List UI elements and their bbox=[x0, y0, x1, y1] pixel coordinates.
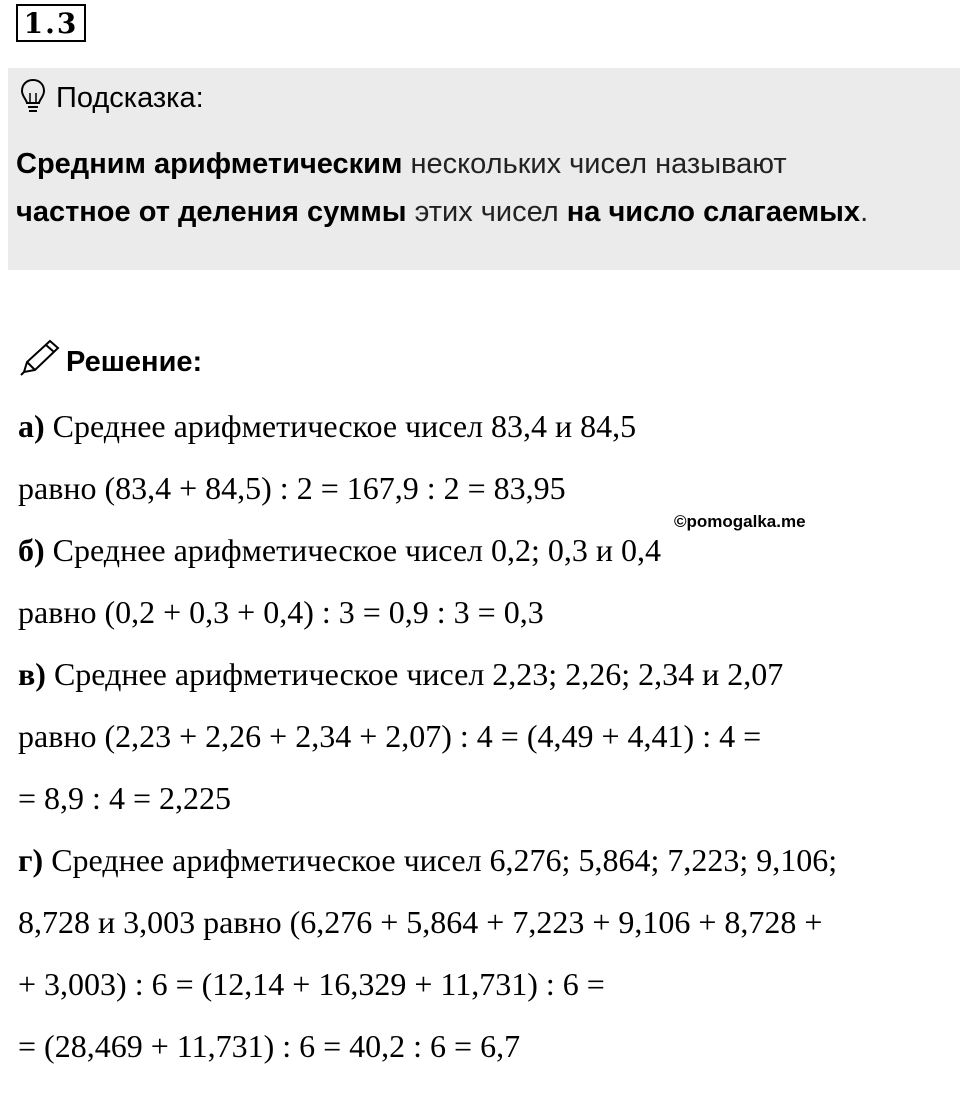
watermark: ©pomogalka.me bbox=[674, 512, 806, 531]
line-text: + 3,003) : 6 = (12,14 + 16,329 + 11,731) : 6 = bbox=[18, 966, 605, 1002]
solution-line bbox=[18, 1028, 520, 1065]
solution-title: Решение: bbox=[66, 345, 203, 378]
solution-line bbox=[18, 470, 566, 507]
hint-box bbox=[8, 68, 960, 270]
line-text: равно (2,23 + 2,26 + 2,34 + 2,07) : 4 = (4,49 + 4,41) : 4 = bbox=[18, 718, 762, 754]
line-text: Среднее арифметическое чисел 83,4 и 84,5 bbox=[44, 408, 637, 444]
line-text: Среднее арифметическое чисел 0,2; 0,3 и 0,4 bbox=[44, 532, 662, 568]
solution-line bbox=[18, 842, 837, 879]
line-text: = (28,469 + 11,731) : 6 = 40,2 : 6 = 6,7 bbox=[18, 1028, 521, 1064]
solution-line bbox=[18, 408, 636, 445]
hint-definition: частное от деления суммы bbox=[16, 196, 407, 228]
item-label: а) bbox=[18, 408, 45, 444]
line-text: Среднее арифметическое чисел 2,23; 2,26; 2,34 и 2,07 bbox=[45, 656, 784, 692]
pencil-icon bbox=[18, 338, 66, 386]
solution-line bbox=[18, 594, 544, 631]
solution-line bbox=[18, 532, 661, 569]
hint-text bbox=[16, 140, 868, 236]
line-text: равно (0,2 + 0,3 + 0,4) : 3 = 0,9 : 3 = 0,3 bbox=[18, 594, 544, 630]
problem-number: 1.3 bbox=[16, 4, 86, 42]
solution-line bbox=[18, 718, 761, 755]
hint-text-part: этих чисел bbox=[406, 196, 567, 228]
item-label: г) bbox=[18, 842, 44, 878]
solution-header bbox=[18, 338, 202, 386]
hint-definition-end: на число слагаемых bbox=[566, 196, 861, 228]
hint-term: Средним арифметическим bbox=[16, 148, 403, 180]
solution-line bbox=[18, 904, 822, 941]
solution-line bbox=[18, 966, 605, 1003]
hint-text-part: нескольких чисел называют bbox=[402, 148, 787, 180]
item-label: б) bbox=[18, 532, 45, 568]
hint-title: Подсказка: bbox=[56, 82, 204, 114]
hint-text-part: . bbox=[860, 196, 869, 228]
line-text: = 8,9 : 4 = 2,225 bbox=[18, 780, 231, 816]
item-label: в) bbox=[18, 656, 46, 692]
lightbulb-icon bbox=[20, 78, 56, 119]
solution-line bbox=[18, 656, 783, 693]
line-text: 8,728 и 3,003 равно (6,276 + 5,864 + 7,223 + 9,106 + 8,728 + bbox=[18, 904, 823, 940]
line-text: Среднее арифметическое чисел 6,276; 5,864; 7,223; 9,106; bbox=[43, 842, 838, 878]
line-text: равно (83,4 + 84,5) : 2 = 167,9 : 2 = 83,95 bbox=[18, 470, 566, 506]
solution-line bbox=[18, 780, 231, 817]
hint-header bbox=[20, 78, 204, 119]
